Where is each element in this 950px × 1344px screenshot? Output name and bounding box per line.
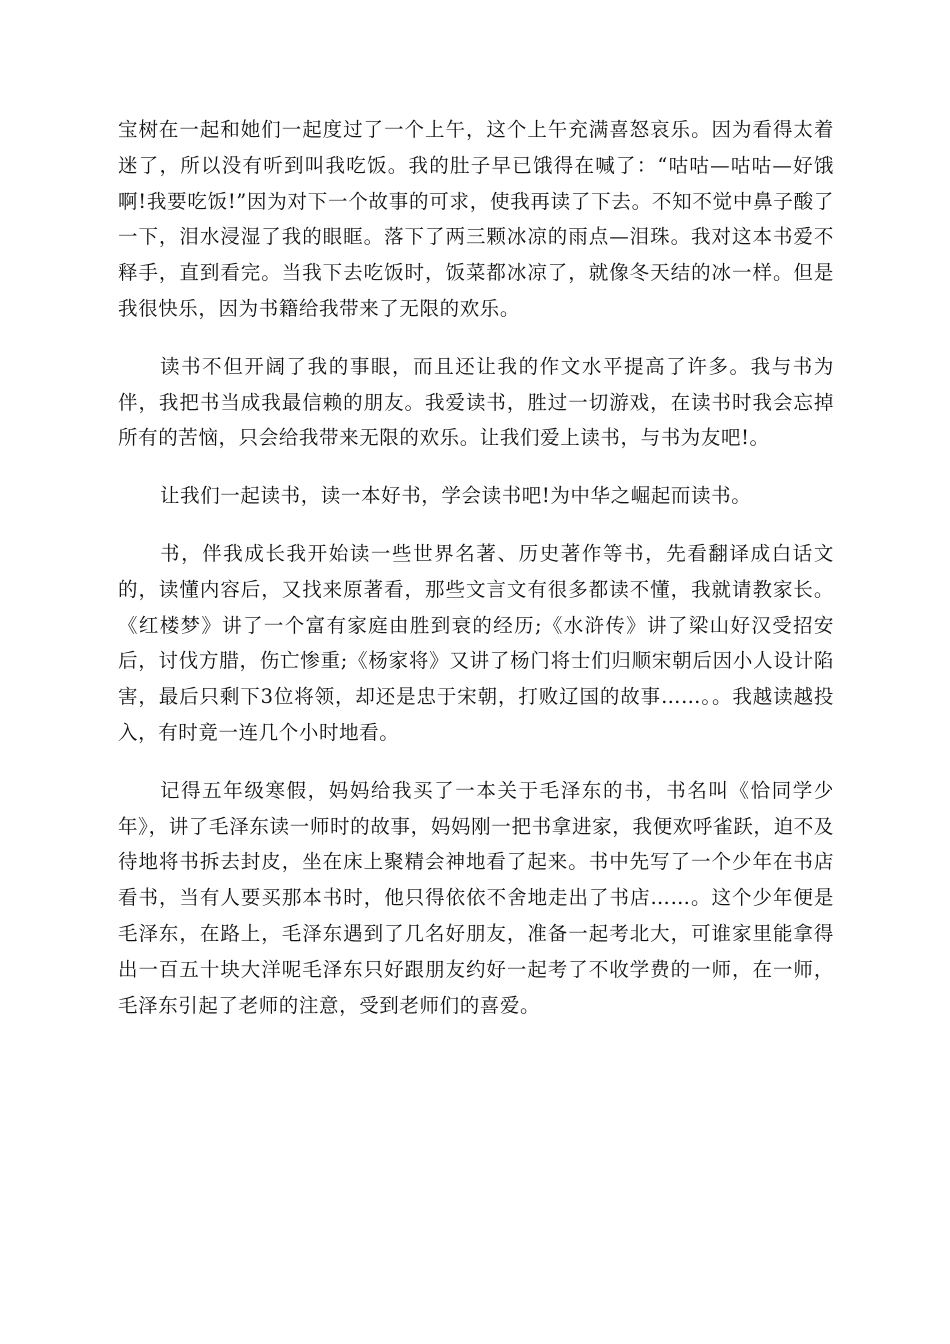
paragraph-4: 书，伴我成长我开始读一些世界名著、历史著作等书，先看翻译成白话文的，读懂内容后，又找来原著看，那些文言文有很多都读不懂，我就请教家长。《红楼梦》讲了一个富有家庭由胜到衰的经历;《水浒传》讲了梁山好汉受招安后，讨伐方腊，伤亡惨重;《杨家将》又讲了杨门将士们归顺宋朝后因小人设计陷害，最后只剩下3位将领，却还是忠于宋朝，打败辽国的故事……。。我越读越投入，有时竟一连几个小时地看。 (118, 541, 834, 744)
document-page (118, 112, 834, 1045)
paragraph-1: 宝树在一起和她们一起度过了一个上午，这个上午充满喜怒哀乐。因为看得太着迷了，所以没有听到叫我吃饭。我的肚子早已饿得在喊了：“咕咕—咕咕—好饿啊!我要吃饭!”因为对下一个故事的可求，使我再读了下去。不知不觉中鼻子酸了一下，泪水浸湿了我的眼眶。落下了两三颗冰凉的雨点—泪珠。我对这本书爱不释手，直到看完。当我下去吃饭时，饭菜都冰凉了，就像冬天结的冰一样。但是我很快乐，因为书籍给我带来了无限的欢乐。 (118, 118, 834, 320)
paragraph-2: 读书不但开阔了我的事眼，而且还让我的作文水平提高了许多。我与书为伴，我把书当成我最信赖的朋友。我爱读书，胜过一切游戏，在读书时我会忘掉所有的苦恼，只会给我带来无限的欢乐。让我们爱上读书，与书为友吧!。 (118, 354, 834, 450)
paragraph-3: 让我们一起读书，读一本好书，学会读书吧!为中华之崛起而读书。 (160, 484, 752, 508)
paragraph-5: 记得五年级寒假，妈妈给我买了一本关于毛泽东的书，书名叫《恰同学少年》，讲了毛泽东读一师时的故事，妈妈刚一把书拿进家，我便欢呼雀跃，迫不及待地将书拆去封皮，坐在床上聚精会神地看了起来。书中先写了一个少年在书店看书，当有人要买那本书时，他只得依依不舍地走出了书店……。这个少年便是毛泽东，在路上，毛泽东遇到了几名好朋友，准备一起考北大，可谁家里能拿得出一百五十块大洋呢毛泽东只好跟朋友约好一起考了不收学费的一师，在一师，毛泽东引起了老师的注意，受到老师们的喜爱。 (118, 778, 834, 1017)
